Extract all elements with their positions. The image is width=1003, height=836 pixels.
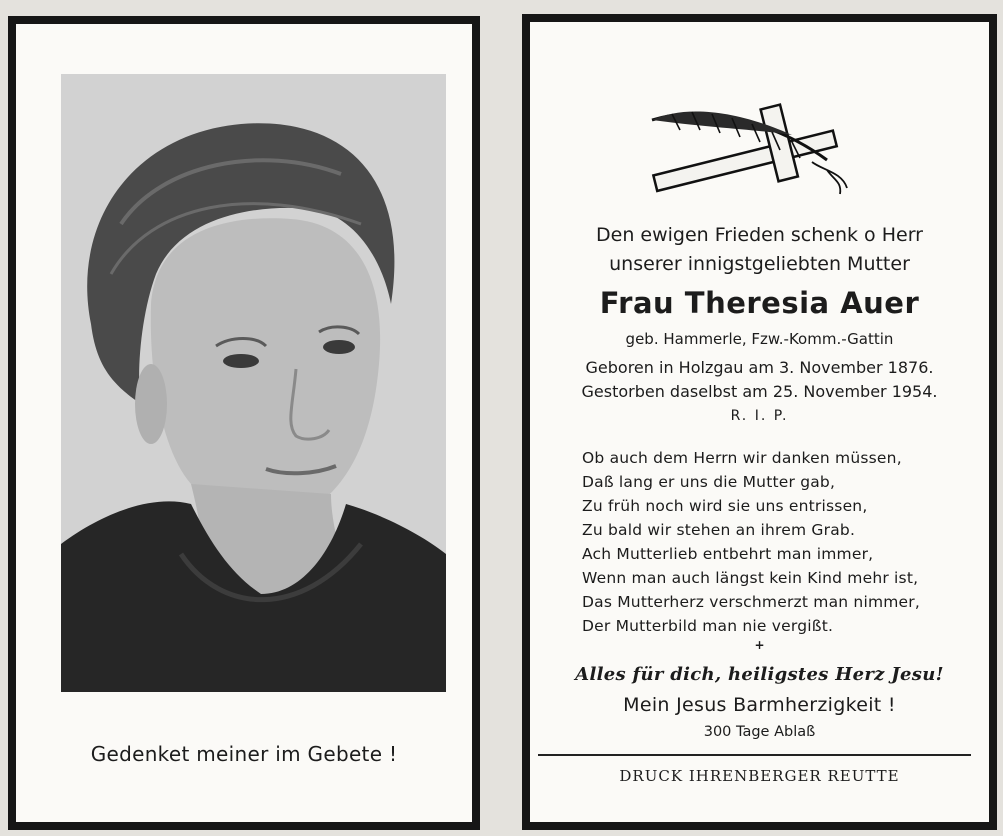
portrait-photo [61,74,446,692]
poem-line: Der Mutterbild man nie vergißt. [582,617,834,635]
maiden-name-line: geb. Hammerle, Fzw.-Komm.-Gattin [625,330,894,348]
poem-line: Daß lang er uns die Mutter gab, [582,473,836,491]
poem-line: Zu bald wir stehen an ihrem Grab. [582,521,856,539]
poem-line: Ob auch dem Herrn wir danken müssen, [582,449,902,467]
death-line: Gestorben daselbst am 25. November 1954. [581,382,938,401]
small-cross-mark: + [754,638,765,652]
remembrance-caption: Gedenket meiner im Gebete ! [90,742,398,766]
mercy-prayer: Mein Jesus Barmherzigkeit ! [623,694,896,716]
poem-line: Wenn man auch längst kein Kind mehr ist, [582,569,919,587]
birth-line: Geboren in Holzgau am 3. November 1876. [585,358,934,377]
printer-imprint: DRUCK IHRENBERGER REUTTE [619,767,900,785]
divider-rule [538,754,971,756]
poem-line: Zu früh noch wird sie uns entrissen, [582,497,868,515]
portrait-card [8,16,480,830]
indulgence-note: 300 Tage Ablaß [703,724,816,740]
deceased-name: Frau Theresia Auer [599,286,920,320]
memorial-poem [582,446,920,638]
poem-line: Das Mutterherz verschmerzt man nimmer, [582,593,920,611]
sacred-heart-prayer: Alles für dich, heiligstes Herz Jesu! [575,664,944,685]
rip-line: R. I. P. [730,408,789,424]
text-card [522,14,997,830]
intro-line-1: Den ewigen Frieden schenk o Herr [596,224,923,246]
poem-line: Ach Mutterlieb entbehrt man immer, [582,545,874,563]
cross-and-palm-emblem [642,100,852,200]
intro-line-2: unserer innigstgeliebten Mutter [609,253,910,275]
